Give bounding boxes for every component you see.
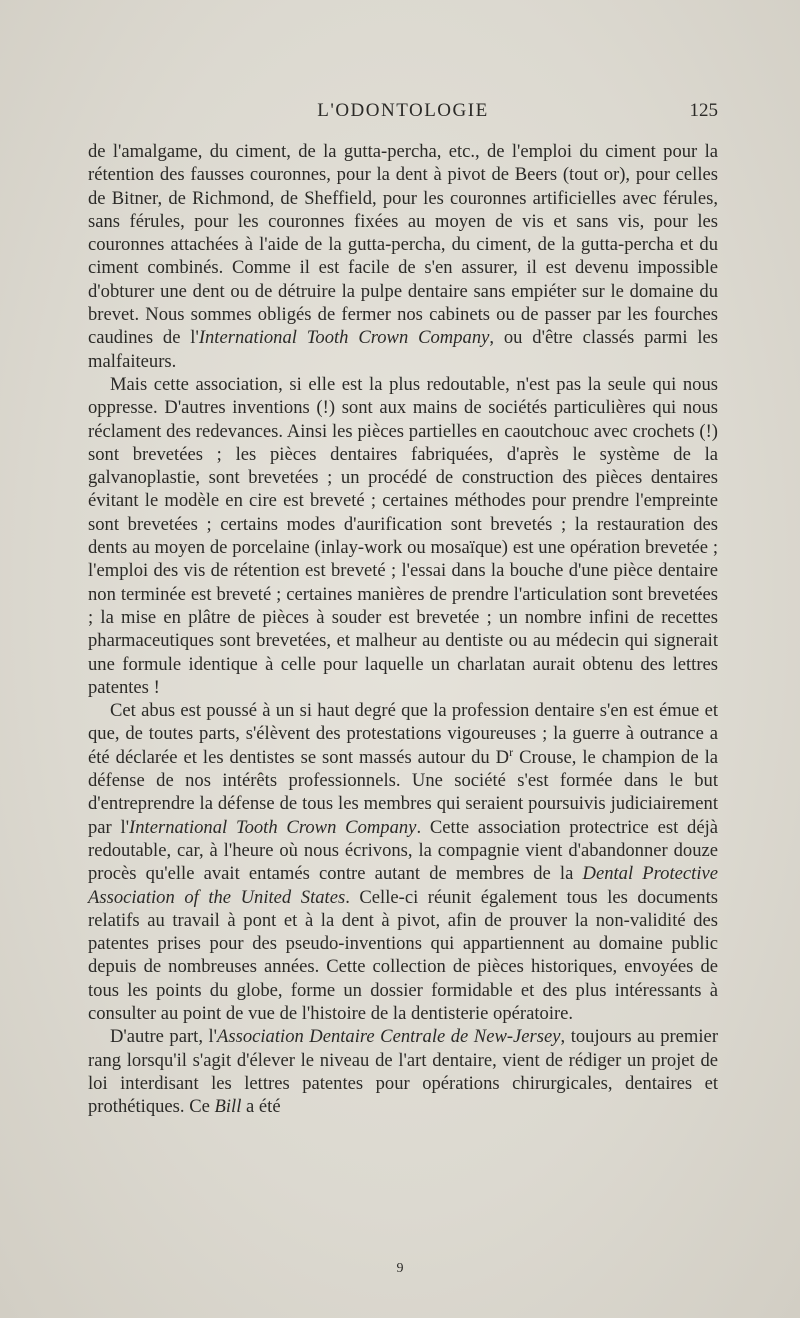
italic-text: Association Dentaire Centrale de New-Jersey (217, 1026, 561, 1048)
text-run: Cet abus est poussé à un si haut degré que la profession dentaire s'en est émue et que, de toutes parts, s'élèvent des protestations vigoureuses ; la guerre à outrance a été déclarée et les dentistes se sont massés autour du D (88, 700, 718, 768)
text-run: . Cette association protectrice est déjà redoutable, car, à l'heure où nous écrivons, la compagnie vient d'abandonner douze procès qu'elle avait entamés contre autant de membres de la (88, 816, 719, 885)
italic-text: Bill (214, 1096, 242, 1118)
paragraph (88, 699, 718, 1025)
italic-text: International Tooth Crown Company (129, 816, 417, 838)
text-run: D'autre part, l' (110, 1026, 218, 1048)
text-run: , toujours au premier rang lorsqu'il s'agit d'élever le niveau de l'art dentaire, vient de rédiger un projet de loi interdisant les lettres patentes pour opérations chirurgicales, dentaires et prothétiques. Ce (88, 1026, 719, 1118)
body-text (88, 140, 718, 1118)
text-run: a été (241, 1096, 281, 1118)
paragraph (88, 1025, 718, 1118)
running-head: L'ODONTOLOGIE (317, 100, 489, 121)
text-run: , ou d'être classés parmi les malfaiteurs. (88, 327, 718, 372)
italic-text: International Tooth Crown Company (198, 327, 490, 349)
signature-mark: 9 (396, 1261, 404, 1276)
superscript-text: r (509, 744, 514, 759)
text-run: Crouse, le champion de la défense de nos intérêts professionnels. Une société s'est formée dans le but d'entreprendre la défense de tous les membres qui seraient poursuivis judiciairement par l' (88, 746, 718, 838)
page-number: 125 (689, 100, 718, 121)
text-run: . Celle-ci réunit également tous les documents relatifs au travail à pont et à la dent à pivot, afin de prouver la non-validité des patentes prises pour des pseudo-inventions qui appartiennent au domaine public depuis de nombreuses années. Cette collection de pièces historiques, envoyées de tous les points du globe, forme un dossier formidable et des plus intéressants à consulter au point de vue de l'histoire de la dentisterie opératoire. (88, 886, 718, 1024)
page-header (88, 100, 718, 130)
paragraph (88, 373, 718, 699)
italic-text: Dental Protective Association of the United States (88, 863, 718, 908)
text-run: Mais cette association, si elle est la plus redoutable, n'est pas la seule qui nous oppresse. D'autres inventions (!) sont aux mains de sociétés particulières qui nous réclament des redevances. Ainsi les pièces partielles en caoutchouc avec crochets (!) sont brevetées ; les pièces dentaires fabriquées, d'après le système de la galvanoplastie, sont brevetées ; un procédé de construction des pièces dentaires évitant le modèle en cire est breveté ; certaines méthodes pour prendre l'empreinte sont brevetées ; certains modes d'aurification sont brevetés ; la restauration des dents au moyen de porcelaine (inlay-work ou mosaïque) est une opération brevetée ; l'emploi des vis de rétention est breveté ; l'essai dans la bouche d'une pièce dentaire non terminée est breveté ; certaines manières de prendre l'articulation sont brevetées ; la mise en plâtre de pièces à souder est brevetée ; un nombre infini de recettes pharmaceutiques sont brevetées, et malheur au dentiste ou au médecin qui signerait une formule identique à celle pour laquelle un charlatan aurait obtenu des lettres patentes ! (88, 373, 718, 698)
text-run: de l'amalgame, du ciment, de la gutta-percha, etc., de l'emploi du ciment pour la rétention des fausses couronnes, pour la dent à pivot de Beers (tout or), pour celles de Bitner, de Richmond, de Sheffield, pour les couronnes artificielles avec férules, sans férules, pour les couronnes fixées au moyen de vis et sans vis, pour les couronnes attachées à l'aide de la gutta-percha, du ciment, de la gutta-percha et du ciment combinés. Comme il est facile de s'en assurer, il est devenu impossible d'obturer une dent ou de détruire la pulpe dentaire sans empiéter sur le domaine du brevet. Nous sommes obligés de fermer nos cabinets ou de passer par les fourches caudines de l' (88, 141, 718, 349)
paragraph (88, 140, 718, 373)
